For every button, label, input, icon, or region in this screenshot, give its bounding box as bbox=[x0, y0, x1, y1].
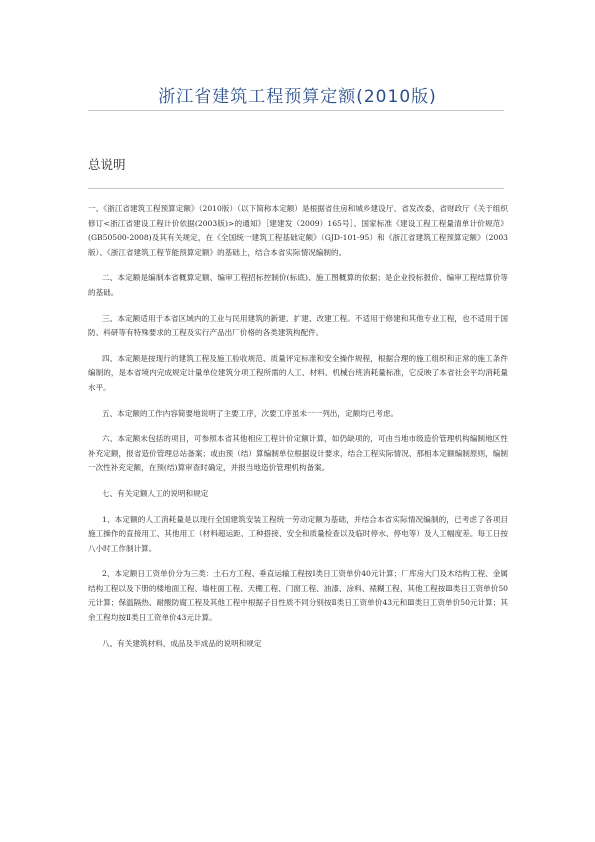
title-divider bbox=[88, 110, 504, 111]
paragraph-2: 二、本定额是编制本省概算定额、编审工程招标控制价(标底)、施工图概算的依据；是企业投标报价、编审工程结算价等的基础。 bbox=[88, 273, 508, 297]
paragraph-7-heading: 七、有关定额人工的说明和规定 bbox=[102, 488, 209, 498]
paragraph-5: 五、本定额的工作内容简要地说明了主要工序，次要工序虽未一一列出，定额均已考虑。 bbox=[102, 408, 399, 418]
paragraph-7-1: 1、本定额的人工消耗量是以现行全国建筑安装工程统一劳动定额为基础，并结合本省实际情况编制的，已考虑了各项目施工操作的直接用工、其他用工（材料超运距、工种搭接、安全和质量检查以及临时停水、停电等）及人工幅度差。每工日按八小时工作制计算。 bbox=[88, 514, 508, 553]
paragraph-4: 四、本定额是按现行的建筑工程及施工验收规范、质量评定标准和安全操作规程，根据合理的施工组织和正常的施工条件编制的，是本省境内完成规定计量单位建筑分项工程所需的人工、材料、机械台班消耗量标准，它反映了本省社会平均消耗量水平。 bbox=[88, 353, 508, 392]
paragraph-6: 六、本定额未包括的项目，可参照本省其他相应工程计价定额计算，如仍缺项的，可由当地市级造价管理机构编制地区性补充定额，报省造价管理总站备案；或由预（结）算编制单位根据设计要求，结合工程实际情况、那相本定额编制原则，编制一次性补充定额，在预(结)算审查时确定，并报当地造价管理机构备案。 bbox=[88, 434, 508, 473]
document-title: 浙江省建筑工程预算定额(2010版) bbox=[158, 87, 437, 107]
paragraph-1: 一、《浙江省建筑工程预算定额》（2010版）（以下简称本定额）是根据省住房和城乡建设厅、省发改委、省财政厅《关于组织修订<浙江省建设工程计价依据(2003版)>的通知》［建建发（2009）165号］、国家标准《建设工程工程量清单计价规范》(GB50500-2008)及其有关规定，在《全国统一建筑工程基础定额》（GJD-101-95）和《浙江省建筑工程预算定额》（2003版）、《浙江省建筑工程节能预算定额》的基础上，结合本省实际情况编制的。 bbox=[88, 204, 508, 257]
paragraph-8-heading: 八、有关建筑材料、成品及半成品的说明和规定 bbox=[102, 638, 262, 648]
document-body bbox=[88, 202, 508, 662]
section-divider bbox=[88, 188, 504, 189]
section-heading: 总说明 bbox=[88, 157, 126, 172]
paragraph-7-2: 2、本定额日工资单价分为三类：土石方工程、垂直运输工程按Ⅰ类日工资单价40元计算；厂库房大门及木结构工程、金属结构工程以及下册的楼地面工程、墙柱面工程、天棚工程、门窗工程、油漆、涂料、裱糊工程、其他工程按Ⅲ类日工资单价50元计算；保温隔热、耐酸防腐工程及其他工程中根据子目性质不同分别按Ⅱ类日工资单价43元和Ⅲ类日工资单价50元计算；其余工程均按Ⅱ类日工资单价43元计算。 bbox=[88, 569, 508, 623]
paragraph-3: 三、本定额适用于本省区域内的工业与民用建筑的新建、扩建、改建工程。不适用于修建和其他专业工程，也不适用于国防、科研等有特殊要求的工程及实行产品出厂价格的各类建筑构配件。 bbox=[88, 313, 508, 338]
